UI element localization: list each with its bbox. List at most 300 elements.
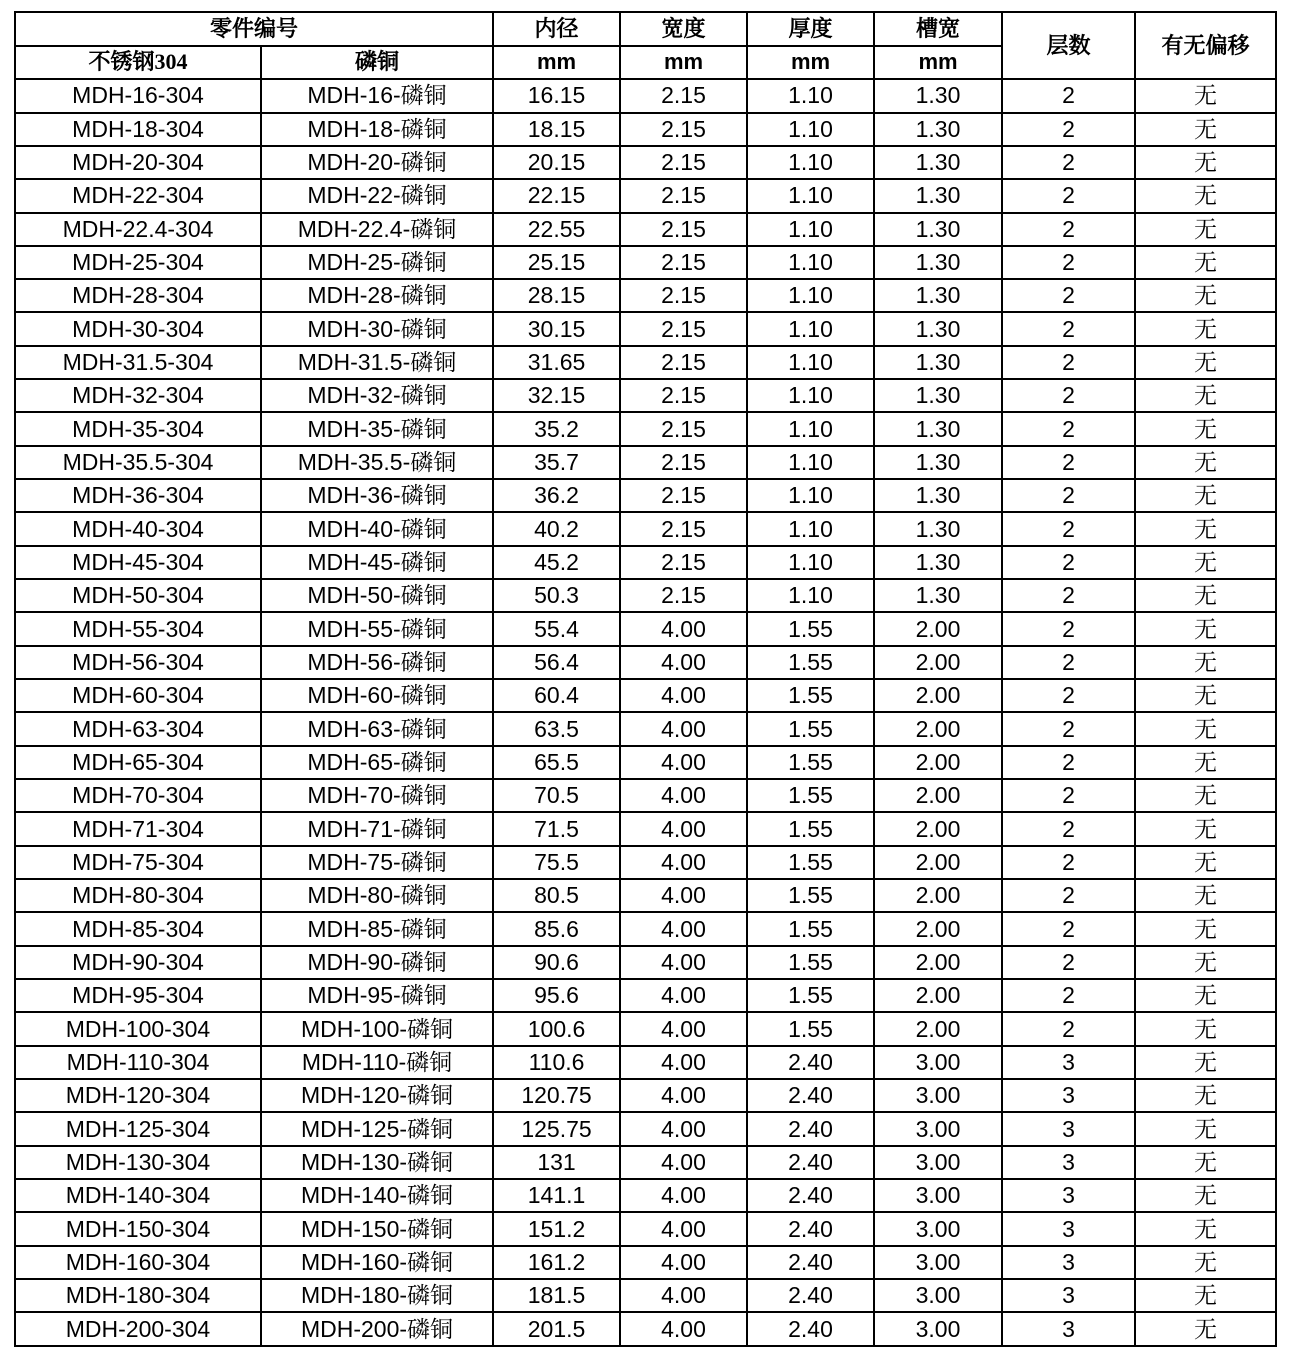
cell-layers: 2 [1002,146,1135,179]
cell-layers: 2 [1002,279,1135,312]
cell-thickness: 1.10 [747,146,874,179]
table-row [15,546,1276,579]
cell-groove-width: 3.00 [874,1246,1002,1279]
cell-groove-width: 1.30 [874,346,1002,379]
cell-stainless-part: MDH-16-304 [15,79,261,112]
cell-width: 4.00 [620,1246,747,1279]
cell-thickness: 2.40 [747,1212,874,1245]
cell-stainless-part: MDH-20-304 [15,146,261,179]
cell-layers: 3 [1002,1179,1135,1212]
cell-thickness: 2.40 [747,1279,874,1312]
cell-width: 4.00 [620,1112,747,1145]
cell-thickness: 1.55 [747,946,874,979]
cell-thickness: 1.10 [747,213,874,246]
cell-groove-width: 2.00 [874,879,1002,912]
cell-groove-width: 1.30 [874,546,1002,579]
header-row-1 [15,12,1276,46]
cell-offset: 无 [1135,379,1276,412]
cell-phosphor-part: MDH-20-磷铜 [261,146,493,179]
cell-width: 2.15 [620,213,747,246]
table-row [15,79,1276,112]
cell-layers: 2 [1002,812,1135,845]
cell-inner-diameter: 50.3 [493,579,620,612]
cell-phosphor-part: MDH-36-磷铜 [261,479,493,512]
header-stainless-304: 不锈钢304 [15,46,261,80]
cell-thickness: 2.40 [747,1112,874,1145]
table-row [15,679,1276,712]
table-row [15,846,1276,879]
cell-stainless-part: MDH-40-304 [15,512,261,545]
cell-width: 2.15 [620,379,747,412]
cell-phosphor-part: MDH-55-磷铜 [261,612,493,645]
cell-inner-diameter: 181.5 [493,1279,620,1312]
cell-layers: 3 [1002,1246,1135,1279]
cell-groove-width: 3.00 [874,1179,1002,1212]
cell-phosphor-part: MDH-25-磷铜 [261,246,493,279]
cell-width: 4.00 [620,1046,747,1079]
cell-layers: 2 [1002,846,1135,879]
cell-phosphor-part: MDH-150-磷铜 [261,1212,493,1245]
cell-stainless-part: MDH-25-304 [15,246,261,279]
cell-stainless-part: MDH-18-304 [15,113,261,146]
cell-groove-width: 2.00 [874,679,1002,712]
header-part-number: 零件编号 [15,12,493,46]
cell-layers: 2 [1002,412,1135,445]
table-row [15,1146,1276,1179]
table-row [15,279,1276,312]
cell-width: 2.15 [620,346,747,379]
cell-groove-width: 3.00 [874,1312,1002,1346]
cell-stainless-part: MDH-75-304 [15,846,261,879]
cell-groove-width: 3.00 [874,1112,1002,1145]
table-body [15,79,1276,1346]
cell-offset: 无 [1135,812,1276,845]
table-row [15,512,1276,545]
cell-offset: 无 [1135,146,1276,179]
cell-width: 2.15 [620,179,747,212]
cell-width: 4.00 [620,679,747,712]
cell-layers: 2 [1002,646,1135,679]
cell-thickness: 1.55 [747,612,874,645]
cell-inner-diameter: 20.15 [493,146,620,179]
cell-inner-diameter: 71.5 [493,812,620,845]
cell-stainless-part: MDH-200-304 [15,1312,261,1346]
cell-thickness: 1.10 [747,179,874,212]
cell-groove-width: 1.30 [874,312,1002,345]
cell-phosphor-part: MDH-31.5-磷铜 [261,346,493,379]
cell-thickness: 1.10 [747,312,874,345]
cell-width: 4.00 [620,1179,747,1212]
cell-layers: 2 [1002,312,1135,345]
cell-width: 2.15 [620,246,747,279]
cell-width: 2.15 [620,512,747,545]
table-row [15,179,1276,212]
header-groove-width: 槽宽 [874,12,1002,46]
cell-width: 4.00 [620,846,747,879]
cell-phosphor-part: MDH-65-磷铜 [261,746,493,779]
cell-stainless-part: MDH-140-304 [15,1179,261,1212]
cell-inner-diameter: 22.15 [493,179,620,212]
cell-inner-diameter: 35.2 [493,412,620,445]
header-width: 宽度 [620,12,747,46]
cell-phosphor-part: MDH-80-磷铜 [261,879,493,912]
cell-width: 2.15 [620,146,747,179]
cell-phosphor-part: MDH-125-磷铜 [261,1112,493,1145]
cell-offset: 无 [1135,412,1276,445]
cell-phosphor-part: MDH-16-磷铜 [261,79,493,112]
cell-phosphor-part: MDH-30-磷铜 [261,312,493,345]
cell-offset: 无 [1135,1012,1276,1045]
cell-inner-diameter: 125.75 [493,1112,620,1145]
cell-inner-diameter: 55.4 [493,612,620,645]
cell-offset: 无 [1135,113,1276,146]
cell-groove-width: 1.30 [874,379,1002,412]
cell-groove-width: 1.30 [874,179,1002,212]
cell-width: 2.15 [620,579,747,612]
cell-groove-width: 1.30 [874,579,1002,612]
cell-offset: 无 [1135,213,1276,246]
cell-groove-width: 3.00 [874,1046,1002,1079]
cell-phosphor-part: MDH-60-磷铜 [261,679,493,712]
table-row [15,1279,1276,1312]
cell-thickness: 1.55 [747,779,874,812]
cell-phosphor-part: MDH-95-磷铜 [261,979,493,1012]
cell-width: 4.00 [620,1212,747,1245]
table-row [15,146,1276,179]
cell-thickness: 1.55 [747,879,874,912]
cell-offset: 无 [1135,479,1276,512]
cell-inner-diameter: 80.5 [493,879,620,912]
cell-stainless-part: MDH-65-304 [15,746,261,779]
cell-thickness: 1.10 [747,246,874,279]
table-row [15,1312,1276,1346]
cell-offset: 无 [1135,1079,1276,1112]
table-row [15,1212,1276,1245]
cell-layers: 2 [1002,446,1135,479]
table-row [15,979,1276,1012]
cell-stainless-part: MDH-110-304 [15,1046,261,1079]
cell-stainless-part: MDH-32-304 [15,379,261,412]
cell-phosphor-part: MDH-18-磷铜 [261,113,493,146]
cell-layers: 2 [1002,779,1135,812]
cell-groove-width: 3.00 [874,1212,1002,1245]
cell-phosphor-part: MDH-160-磷铜 [261,1246,493,1279]
unit-inner-diameter: mm [493,46,620,80]
cell-width: 4.00 [620,1312,747,1346]
cell-layers: 2 [1002,113,1135,146]
table-row [15,779,1276,812]
cell-offset: 无 [1135,179,1276,212]
table-row [15,1079,1276,1112]
table-row [15,446,1276,479]
cell-layers: 3 [1002,1212,1135,1245]
header-offset: 有无偏移 [1135,12,1276,79]
cell-layers: 2 [1002,946,1135,979]
cell-layers: 3 [1002,1279,1135,1312]
cell-stainless-part: MDH-95-304 [15,979,261,1012]
cell-width: 2.15 [620,412,747,445]
cell-inner-diameter: 85.6 [493,912,620,945]
cell-width: 4.00 [620,1279,747,1312]
cell-thickness: 1.10 [747,479,874,512]
table-row [15,1046,1276,1079]
cell-inner-diameter: 32.15 [493,379,620,412]
cell-inner-diameter: 30.15 [493,312,620,345]
table-row [15,1179,1276,1212]
cell-groove-width: 1.30 [874,146,1002,179]
cell-groove-width: 1.30 [874,213,1002,246]
table-row [15,412,1276,445]
cell-width: 4.00 [620,879,747,912]
cell-thickness: 2.40 [747,1079,874,1112]
cell-stainless-part: MDH-30-304 [15,312,261,345]
cell-stainless-part: MDH-100-304 [15,1012,261,1045]
cell-phosphor-part: MDH-85-磷铜 [261,912,493,945]
cell-phosphor-part: MDH-22.4-磷铜 [261,213,493,246]
cell-groove-width: 2.00 [874,712,1002,745]
cell-stainless-part: MDH-80-304 [15,879,261,912]
cell-stainless-part: MDH-56-304 [15,646,261,679]
cell-groove-width: 2.00 [874,912,1002,945]
cell-inner-diameter: 95.6 [493,979,620,1012]
cell-phosphor-part: MDH-130-磷铜 [261,1146,493,1179]
cell-offset: 无 [1135,1279,1276,1312]
table-row [15,812,1276,845]
cell-offset: 无 [1135,879,1276,912]
cell-groove-width: 1.30 [874,412,1002,445]
cell-width: 4.00 [620,612,747,645]
cell-groove-width: 2.00 [874,1012,1002,1045]
cell-offset: 无 [1135,1046,1276,1079]
unit-groove-width: mm [874,46,1002,80]
cell-phosphor-part: MDH-180-磷铜 [261,1279,493,1312]
cell-inner-diameter: 35.7 [493,446,620,479]
cell-stainless-part: MDH-22.4-304 [15,213,261,246]
cell-stainless-part: MDH-45-304 [15,546,261,579]
cell-offset: 无 [1135,712,1276,745]
cell-phosphor-part: MDH-35.5-磷铜 [261,446,493,479]
cell-offset: 无 [1135,1112,1276,1145]
cell-width: 2.15 [620,446,747,479]
cell-thickness: 1.10 [747,79,874,112]
cell-offset: 无 [1135,546,1276,579]
table-row [15,379,1276,412]
cell-layers: 2 [1002,346,1135,379]
cell-phosphor-part: MDH-32-磷铜 [261,379,493,412]
cell-layers: 2 [1002,746,1135,779]
cell-layers: 2 [1002,79,1135,112]
cell-width: 4.00 [620,1012,747,1045]
cell-inner-diameter: 110.6 [493,1046,620,1079]
cell-stainless-part: MDH-85-304 [15,912,261,945]
header-thickness: 厚度 [747,12,874,46]
cell-phosphor-part: MDH-100-磷铜 [261,1012,493,1045]
cell-phosphor-part: MDH-28-磷铜 [261,279,493,312]
cell-layers: 3 [1002,1312,1135,1346]
cell-phosphor-part: MDH-56-磷铜 [261,646,493,679]
cell-groove-width: 2.00 [874,779,1002,812]
cell-offset: 无 [1135,779,1276,812]
cell-thickness: 1.10 [747,379,874,412]
cell-width: 4.00 [620,1079,747,1112]
cell-layers: 2 [1002,246,1135,279]
cell-thickness: 1.55 [747,646,874,679]
cell-groove-width: 1.30 [874,479,1002,512]
cell-thickness: 2.40 [747,1046,874,1079]
cell-offset: 无 [1135,979,1276,1012]
cell-groove-width: 2.00 [874,846,1002,879]
cell-thickness: 1.55 [747,746,874,779]
cell-width: 2.15 [620,279,747,312]
spec-table [14,11,1277,1347]
cell-phosphor-part: MDH-35-磷铜 [261,412,493,445]
cell-layers: 2 [1002,213,1135,246]
cell-inner-diameter: 161.2 [493,1246,620,1279]
cell-offset: 无 [1135,612,1276,645]
cell-phosphor-part: MDH-71-磷铜 [261,812,493,845]
cell-width: 4.00 [620,712,747,745]
cell-offset: 无 [1135,279,1276,312]
cell-thickness: 1.10 [747,279,874,312]
cell-layers: 2 [1002,546,1135,579]
cell-width: 4.00 [620,779,747,812]
cell-inner-diameter: 120.75 [493,1079,620,1112]
cell-stainless-part: MDH-50-304 [15,579,261,612]
cell-layers: 2 [1002,1012,1135,1045]
cell-phosphor-part: MDH-50-磷铜 [261,579,493,612]
cell-stainless-part: MDH-90-304 [15,946,261,979]
cell-thickness: 1.10 [747,113,874,146]
cell-width: 4.00 [620,979,747,1012]
cell-stainless-part: MDH-70-304 [15,779,261,812]
table-row [15,879,1276,912]
table-row [15,1112,1276,1145]
cell-groove-width: 1.30 [874,446,1002,479]
cell-phosphor-part: MDH-200-磷铜 [261,1312,493,1346]
cell-layers: 2 [1002,912,1135,945]
cell-groove-width: 3.00 [874,1079,1002,1112]
cell-groove-width: 2.00 [874,646,1002,679]
cell-stainless-part: MDH-60-304 [15,679,261,712]
cell-thickness: 1.55 [747,679,874,712]
cell-groove-width: 3.00 [874,1146,1002,1179]
cell-inner-diameter: 65.5 [493,746,620,779]
cell-stainless-part: MDH-125-304 [15,1112,261,1145]
cell-thickness: 2.40 [747,1179,874,1212]
cell-inner-diameter: 25.15 [493,246,620,279]
table-header [15,12,1276,79]
table-row [15,912,1276,945]
cell-groove-width: 1.30 [874,113,1002,146]
cell-stainless-part: MDH-180-304 [15,1279,261,1312]
cell-layers: 3 [1002,1112,1135,1145]
cell-thickness: 2.40 [747,1146,874,1179]
cell-inner-diameter: 56.4 [493,646,620,679]
cell-stainless-part: MDH-31.5-304 [15,346,261,379]
cell-layers: 2 [1002,512,1135,545]
cell-inner-diameter: 151.2 [493,1212,620,1245]
cell-width: 4.00 [620,912,747,945]
header-layers: 层数 [1002,12,1135,79]
cell-offset: 无 [1135,579,1276,612]
cell-inner-diameter: 75.5 [493,846,620,879]
cell-groove-width: 1.30 [874,279,1002,312]
cell-phosphor-part: MDH-120-磷铜 [261,1079,493,1112]
cell-groove-width: 2.00 [874,612,1002,645]
cell-inner-diameter: 90.6 [493,946,620,979]
cell-thickness: 1.10 [747,346,874,379]
cell-offset: 无 [1135,1246,1276,1279]
cell-inner-diameter: 131 [493,1146,620,1179]
cell-groove-width: 2.00 [874,746,1002,779]
cell-stainless-part: MDH-120-304 [15,1079,261,1112]
cell-layers: 3 [1002,1079,1135,1112]
cell-width: 4.00 [620,646,747,679]
cell-phosphor-part: MDH-90-磷铜 [261,946,493,979]
cell-stainless-part: MDH-22-304 [15,179,261,212]
table-row [15,1246,1276,1279]
cell-offset: 无 [1135,446,1276,479]
cell-thickness: 1.10 [747,412,874,445]
cell-offset: 无 [1135,246,1276,279]
header-phosphor-copper: 磷铜 [261,46,493,80]
cell-inner-diameter: 201.5 [493,1312,620,1346]
cell-width: 2.15 [620,479,747,512]
cell-thickness: 1.10 [747,546,874,579]
cell-thickness: 1.10 [747,446,874,479]
cell-thickness: 1.55 [747,712,874,745]
cell-groove-width: 2.00 [874,979,1002,1012]
cell-groove-width: 1.30 [874,246,1002,279]
cell-inner-diameter: 18.15 [493,113,620,146]
cell-layers: 2 [1002,379,1135,412]
table-row [15,246,1276,279]
unit-width: mm [620,46,747,80]
cell-thickness: 1.55 [747,1012,874,1045]
cell-layers: 3 [1002,1046,1135,1079]
table-row [15,946,1276,979]
cell-inner-diameter: 28.15 [493,279,620,312]
table-row [15,1012,1276,1045]
cell-offset: 无 [1135,1179,1276,1212]
cell-inner-diameter: 100.6 [493,1012,620,1045]
cell-phosphor-part: MDH-75-磷铜 [261,846,493,879]
table-row [15,213,1276,246]
cell-stainless-part: MDH-130-304 [15,1146,261,1179]
cell-width: 2.15 [620,546,747,579]
cell-phosphor-part: MDH-63-磷铜 [261,712,493,745]
cell-stainless-part: MDH-63-304 [15,712,261,745]
cell-groove-width: 1.30 [874,79,1002,112]
cell-inner-diameter: 60.4 [493,679,620,712]
cell-thickness: 2.40 [747,1312,874,1346]
cell-layers: 2 [1002,179,1135,212]
cell-width: 4.00 [620,812,747,845]
cell-phosphor-part: MDH-140-磷铜 [261,1179,493,1212]
cell-phosphor-part: MDH-45-磷铜 [261,546,493,579]
cell-groove-width: 1.30 [874,512,1002,545]
cell-stainless-part: MDH-35.5-304 [15,446,261,479]
cell-inner-diameter: 63.5 [493,712,620,745]
cell-layers: 2 [1002,979,1135,1012]
cell-offset: 无 [1135,346,1276,379]
cell-offset: 无 [1135,1312,1276,1346]
cell-inner-diameter: 16.15 [493,79,620,112]
cell-offset: 无 [1135,512,1276,545]
cell-inner-diameter: 40.2 [493,512,620,545]
cell-inner-diameter: 70.5 [493,779,620,812]
cell-groove-width: 2.00 [874,946,1002,979]
